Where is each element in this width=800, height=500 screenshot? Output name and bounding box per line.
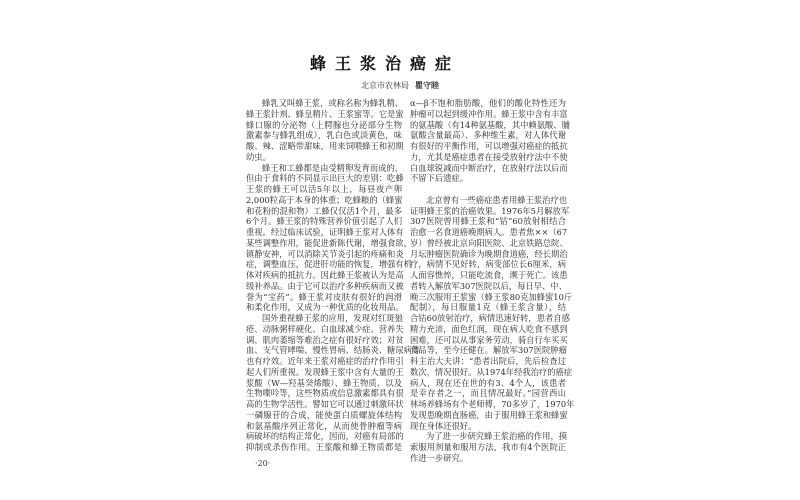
text-line: 一磷腺苷的合成，能使蛋白质螺旋体结构 — [246, 409, 402, 420]
text-line: 合钴60放射治疗，病情迅速好转，患者自感 — [410, 313, 570, 323]
text-line: 为了进一步研究蜂王浆治癌的作用，摸 — [426, 431, 568, 442]
text-line: 国外重视蜂王浆的应用，发现对红斑狼 — [262, 313, 404, 323]
text-line: 307医院曾用蜂王浆和“钴”60放射相结合 — [410, 216, 566, 227]
text-line: 者转入解放军307医院以后，每日早、中、 — [410, 280, 567, 291]
text-line: 也有疗效。近年来王浆对癌症的治疗作用引 — [246, 356, 404, 366]
text-line: 浆酸（W—羟基癸烯酸）、蜂王物质、以及 — [246, 377, 402, 388]
text-line: 力，尤其是癌症患者在接受放射疗法中不使 — [410, 151, 568, 162]
text-line: 困难，还可以从事家务劳动，骑自行车买买 — [410, 334, 568, 345]
text-line: 氨酸含量最高）、多种维生素，对人体代谢 — [410, 130, 566, 141]
text-line: 起人们所重视。发现蜂王浆中含有大量的王 — [246, 366, 404, 377]
byline-author: 瞿守睦 — [415, 80, 439, 90]
text-line: 和花粉的混和物）工蜂仅仅活1个月，最多 — [246, 205, 402, 216]
text-line: 高的生物学活性。譬如它可以通过刺激环状 — [246, 399, 404, 409]
text-line: 誉为“宝药”。蜂王浆对皮肤有很好的润滑 — [246, 291, 402, 302]
text-line: 酸、辣、涩略带甜味，用来饲喂蜂王和初期 — [246, 141, 404, 151]
text-line: 血、支气管哮喘、慢性胃病、结肠炎、糖尿病等 — [246, 345, 421, 356]
text-line: 证明蜂王浆的治癌效果。1976年5月解放军 — [410, 205, 570, 216]
text-line: 配制），每日服量1克（蜂王浆含量），结 — [410, 302, 566, 313]
text-line: 生物喋呤等，这些物质或信息激素都具有很 — [246, 388, 404, 399]
text-line: 幼虫。 — [246, 151, 271, 162]
text-line: 精力充沛，面色红润，现在病人吃食不感到 — [410, 323, 568, 334]
text-line: 月坛肿瘤医院确诊为晚期食道癌，经长期治 — [410, 248, 568, 259]
text-line: 2,000粒高于本身的体重；吃蜂粮的（蜂蜜 — [246, 194, 403, 205]
text-line: 作进一步研究。 — [410, 452, 469, 463]
text-line: 重视。经过临床试验，证明蜂王浆对人体有 — [246, 227, 404, 237]
byline-organization: 北京市农林局 — [361, 81, 409, 90]
text-line: 王浆的蜂王可以活5年以上，每昼夜产卵 — [246, 184, 402, 194]
byline — [340, 80, 460, 91]
text-line: 不留下后遗症。 — [410, 173, 469, 184]
left-text-column — [246, 98, 421, 453]
text-line: 激素参与蜂乳组成），乳白色或淡黄色，味 — [246, 130, 402, 141]
text-line: 有很好的平衡作用，可以增强对癌症的抵抗 — [410, 141, 568, 151]
text-line: 症，调整血压，促进肝功能的恢复，增强有机 — [246, 259, 412, 270]
text-line: 镇静安神，可以消除关节炎引起的疼痛和炎 — [246, 248, 404, 259]
text-line: 疗，病情不见好转，病变部位长6厘米，病 — [410, 259, 566, 270]
text-line: 索服用剂量和服用方法，我市有4个医院正 — [410, 442, 566, 452]
text-line: 和柔化作用，又成为一种优质的化妆用品。 — [246, 302, 404, 313]
text-line: 某些调整作用，能促进新陈代谢，增强食欲， — [246, 237, 412, 248]
text-line: 病破坏的结构正常化，因而，对癌有局部的 — [246, 431, 404, 442]
text-line: 是幸存者之一，而且情况最好。”园营西山 — [410, 388, 566, 399]
text-line: 蜂乳又叫蜂王浆，或称名称为蜂乳精、 — [262, 98, 404, 108]
text-line: 蜂口腺的分泌物（上腭腺也分泌部分生物 — [246, 119, 402, 130]
text-line: 调、肌肉萎缩等难治之症有很好疗效；对贫 — [246, 334, 404, 345]
text-line: 白血球锐减而中断治疗，在放射疗法以后而 — [410, 162, 568, 173]
text-line: 蜂王浆针剂、蜂皇精片、王浆蜜等。它是蜜 — [246, 108, 404, 119]
text-line: 抑制或杀伤作用。王浆酸和蜂王物质都是 — [246, 442, 402, 452]
text-line: 食品等，至今还健在。解放军307医院肿瘤 — [410, 345, 567, 356]
text-line: 人面容憔悴，只能吃流食，濒于死亡。该患 — [410, 270, 568, 280]
text-line: 的氨基酸（有14种氨基酸，其中赖氨酸、脯 — [410, 119, 570, 130]
text-line: 级补养品。由于它可以治疗多种疾病而又被 — [246, 280, 404, 291]
text-line: 但由于食料的不同显示出巨大的差别：吃蜂 — [246, 173, 404, 184]
text-line: 蜂王和工蜂都是由受精卵发育而成的， — [262, 162, 404, 173]
text-line: 病人，现在还在世的有3、4个人，该患者 — [410, 377, 566, 388]
article-title: 蜂王浆治癌症 — [309, 54, 460, 73]
text-line: 晚三次服用王浆蜜（蜂王浆80克加蜂蜜10斤 — [410, 291, 573, 302]
text-line: 岁）曾经被北京向阳医院、北京铁路总院、 — [410, 237, 568, 248]
text-line: 现在身体还很好。 — [410, 420, 477, 431]
text-line: 肿瘤可以起到缓冲作用。蜂王浆中含有丰富 — [410, 108, 568, 119]
text-line: 6个月。蜂王浆的特殊营养价值引起了人们 — [246, 216, 402, 227]
text-line: 和氨基酸序列正常化，从而使骨肿瘤等病 — [246, 420, 402, 431]
text-line: 北京曾有一些癌症患者用蜂王浆治疗也 — [426, 194, 568, 205]
right-text-column — [410, 98, 575, 464]
text-line: 发现患晚期直肠癌，由于服用蜂王浆和蜂蜜 — [410, 409, 568, 420]
page-number: ·20· — [255, 459, 271, 468]
text-line: 疮、动脉粥样硬化、白血球减少症、营养失 — [246, 323, 404, 334]
text-line: 林场养蜂场有个老师傅，70多岁了，1970年 — [410, 399, 575, 409]
text-line: 科主治大夫讲：“患者出院后，先后检查过 — [410, 356, 566, 366]
text-line: α—β不饱和脂肪酸，他们的酸化特性还为 — [410, 98, 566, 108]
text-line: 体对疾病的抵抗力。因此蜂王浆被认为是高 — [246, 270, 404, 280]
text-line: 治愈一名食道癌晚期病人。患者焦××（67 — [410, 227, 568, 237]
text-line — [410, 184, 566, 195]
text-line: 数次，情况很好。从1974年经我治疗的癌症 — [410, 366, 573, 377]
